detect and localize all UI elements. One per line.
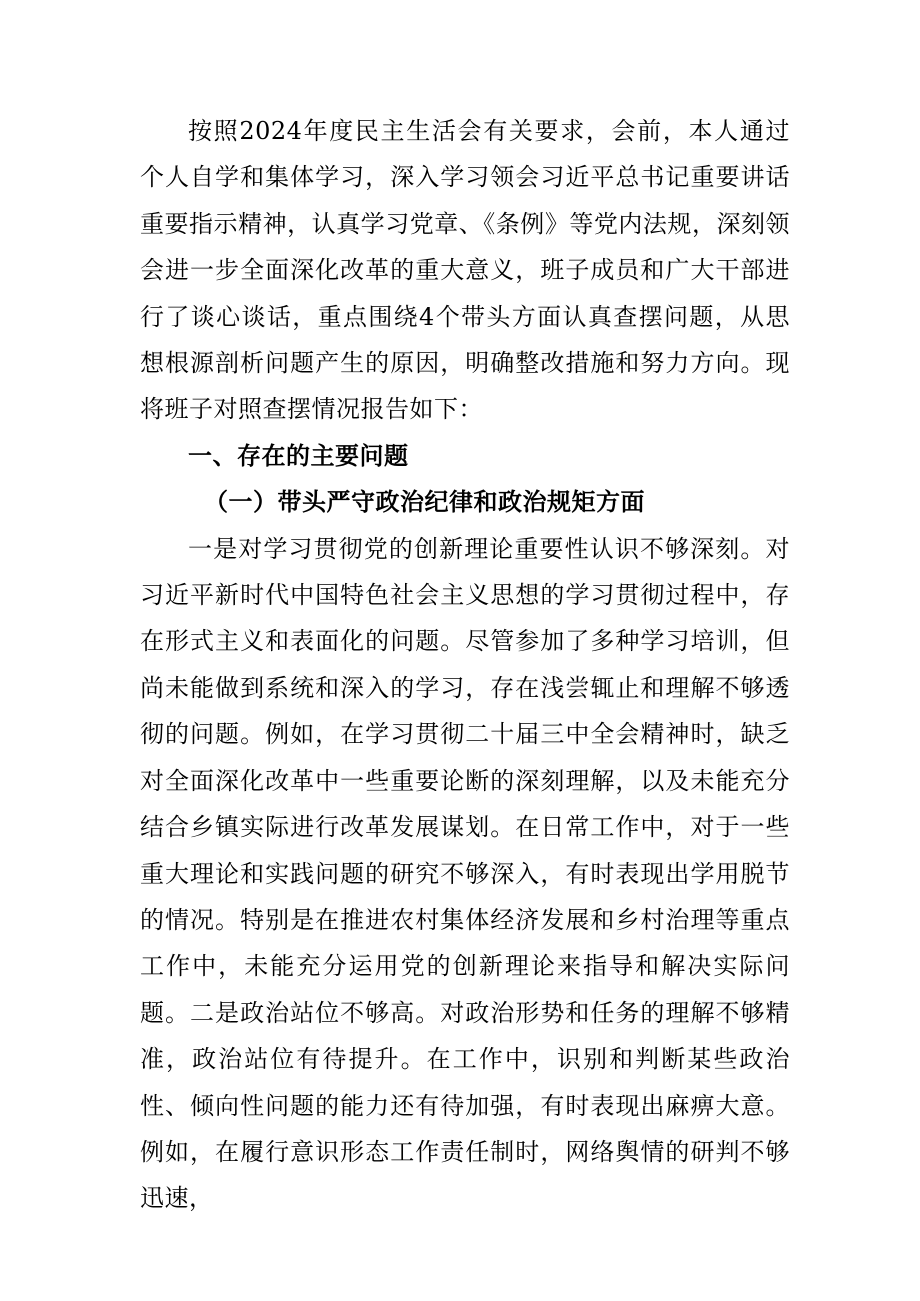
intro-paragraph: 按照2024年度民主生活会有关要求，会前，本人通过个人自学和集体学习，深入学习领会习近平总书记重要讲话重要指示精神，认真学习党章、《条例》等党内法规，深刻领会进一步全面深化改革的重大意义，班子成员和广大干部进行了谈心谈话，重点围绕4个带头方面认真查摆问题，从思想根源剖析问题产生的原因，明确整改措施和努力方向。现将班子对照查摆情况报告如下： (140, 117, 790, 424)
document-body (140, 108, 790, 1222)
body-paragraph: 一是对学习贯彻党的创新理论重要性认识不够深刻。对习近平新时代中国特色社会主义思想的学习贯彻过程中，存在形式主义和表面化的问题。尽管参加了多种学习培训，但尚未能做到系统和深入的学习，存在浅尝辄止和理解不够透彻的问题。例如，在学习贯彻二十届三中全会精神时，缺乏对全面深化改革中一些重要论断的深刻理解，以及未能充分结合乡镇实际进行改革发展谋划。在日常工作中，对于一些重大理论和实践问题的研究不够深入，有时表现出学用脱节的情况。特别是在推进农村集体经济发展和乡村治理等重点工作中，未能充分运用党的创新理论来指导和解决实际问题。二是政治站位不够高。对政治形势和任务的理解不够精准，政治站位有待提升。在工作中，识别和判断某些政治性、倾向性问题的能力还有待加强，有时表现出麻痹大意。例如，在履行意识形态工作责任制时，网络舆情的研判不够迅速， (140, 534, 790, 1213)
subsection-heading: （一）带头严守政治纪律和政治规矩方面 (204, 488, 645, 517)
section-heading: 一、存在的主要问题 (188, 441, 409, 470)
